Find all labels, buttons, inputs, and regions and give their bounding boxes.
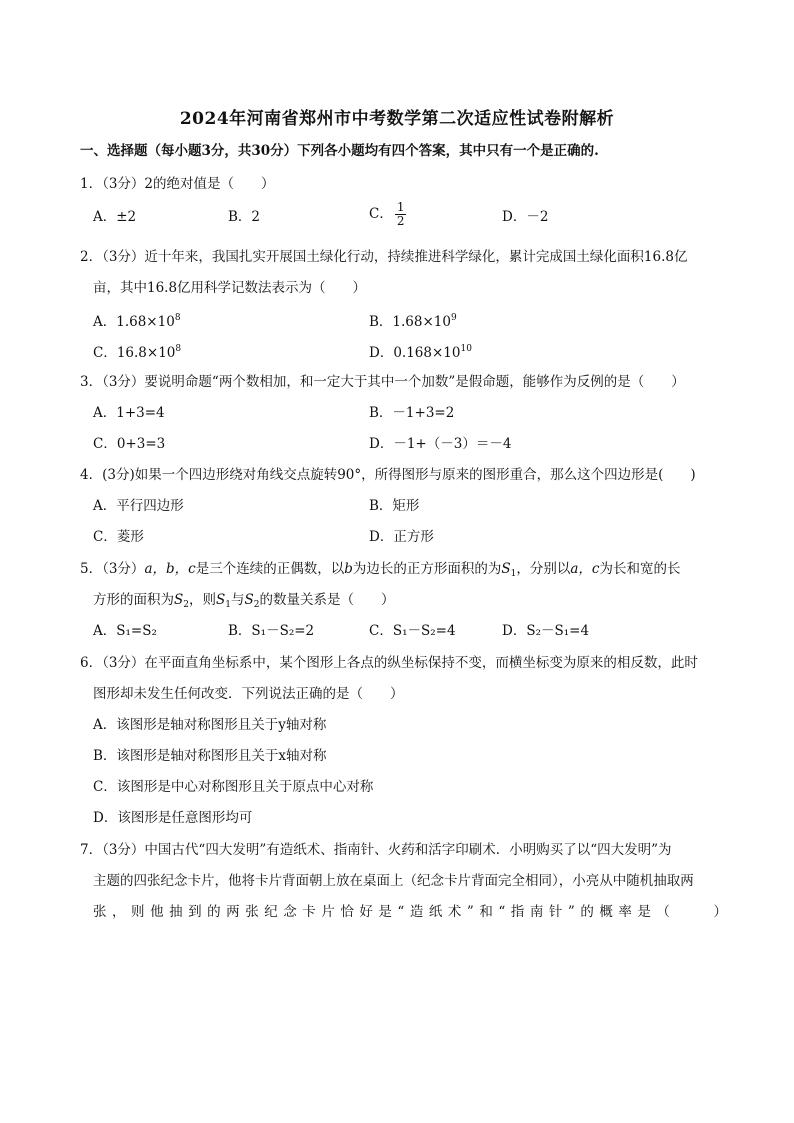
question-2-option-d — [369, 344, 472, 362]
option-exponent: 8 — [174, 313, 181, 323]
option-exponent: 10 — [460, 344, 472, 354]
question-2-option-a — [93, 313, 181, 331]
question-3-option-c: C．0+3=3 — [93, 436, 166, 452]
question-7-stem-line-2: 主题的四张纪念卡片，他将卡片背面朝上放在桌面上（纪念卡片背面完全相同），小亮从中随机抽取两 — [93, 873, 694, 889]
question-7-stem-line-1: 7．（3分）中国古代“四大发明”有造纸术、指南针、火药和活字印刷术．小明购买了以“四大发明”为 — [80, 842, 672, 858]
question-5-option-a: A．S₁=S₂ — [93, 623, 157, 639]
question-4-stem: 4．(3分)如果一个四边形绕对角线交点旋转90°，所得图形与原来的图形重合，那么这个四边形是( ) — [80, 467, 696, 483]
stem-subscript: 2 — [183, 600, 189, 610]
stem-variable: b — [344, 561, 353, 577]
stem-subscript: 2 — [253, 600, 260, 610]
question-2-stem-line-2: 亩，其中16.8亿用科学记数法表示为（ ） — [93, 280, 367, 296]
option-base: D．0.168×10 — [369, 345, 461, 361]
fraction — [395, 201, 407, 228]
stem-subscript: 1 — [510, 569, 517, 579]
stem-text: 为边长的正方形面积的为 — [352, 561, 502, 577]
stem-text: 是三个连续的正偶数，以 — [195, 561, 345, 577]
question-6-stem-line-1: 6．（3分）在平面直角坐标系中，某个图形上各点的纵坐标保持不变，而横坐标变为原来的相反数，此时 — [80, 655, 698, 671]
question-5-stem-line-1 — [80, 560, 680, 578]
question-1-option-a: A．±2 — [93, 209, 137, 225]
question-6-option-c: C．该图形是中心对称图形且关于原点中心对称 — [93, 779, 374, 795]
question-1-option-c-prefix: C． — [369, 206, 393, 222]
option-base: B．1.68×10 — [369, 314, 451, 330]
question-5-option-b: B．S₁－S₂=2 — [228, 623, 315, 639]
question-7-stem-line-3 — [93, 903, 727, 921]
question-3-option-b: B．－1+3=2 — [369, 405, 455, 421]
stem-text: ，则 — [188, 592, 216, 608]
question-3-stem: 3．（3分）要说明命题“两个数相加，和一定大于其中一个加数”是假命题，能够作为反例的是（ ） — [80, 374, 685, 390]
question-5-option-d: D．S₂－S₁=4 — [502, 623, 590, 639]
question-3-option-d: D．－1+（－3）＝－4 — [369, 436, 512, 452]
question-3-option-a: A．1+3=4 — [93, 405, 165, 421]
fraction-denominator: 2 — [396, 214, 405, 228]
section-heading: 一、选择题（每小题3分，共30分）下列各小题均有四个答案，其中只有一个是正确的. — [80, 143, 599, 159]
stem-text: 为长和宽的长 — [599, 561, 681, 577]
question-4-option-a: A．平行四边形 — [93, 498, 184, 514]
option-base: C．16.8×10 — [93, 345, 176, 361]
question-1-option-c — [369, 201, 406, 228]
option-base: A．1.68×10 — [93, 314, 175, 330]
question-6-option-b: B．该图形是轴对称图形且关于x轴对称 — [93, 748, 327, 764]
question-2-stem-line-1: 2．（3分）近十年来，我国扎实开展国土绿化行动，持续推进科学绿化，累计完成国土绿化面积16.8亿 — [80, 249, 688, 265]
question-6-option-a: A．该图形是轴对称图形且关于y轴对称 — [93, 717, 327, 733]
stem-text: 与 — [230, 592, 245, 608]
stem-text: ，分别以 — [516, 561, 571, 577]
stem-text: 方形的面积为 — [93, 592, 174, 608]
stem-variable: a，b，c — [144, 561, 196, 577]
question-4-option-c: C．菱形 — [93, 529, 144, 545]
question-2-option-b — [369, 313, 457, 331]
stem-variable: S — [501, 561, 511, 577]
stem-variable: a，c — [570, 561, 600, 577]
stem-variable: S — [244, 592, 254, 608]
page-title: 2024年河南省郑州市中考数学第二次适应性试卷附解析 — [179, 109, 615, 129]
question-5-option-c: C．S₁－S₂=4 — [369, 623, 456, 639]
option-exponent: 8 — [175, 344, 182, 354]
question-6-stem-line-2: 图形却未发生任何改变．下列说法正确的是（ ） — [93, 686, 404, 702]
question-4-option-d: D．正方形 — [369, 529, 434, 545]
stem-text: 的数量关系是（ ） — [259, 592, 395, 608]
option-exponent: 9 — [450, 313, 457, 323]
stem-variable: S — [174, 592, 184, 608]
stem-variable: S — [215, 592, 226, 608]
question-1-option-b: B．2 — [228, 209, 261, 225]
question-6-option-d: D．该图形是任意图形均可 — [93, 810, 253, 826]
question-1-stem: 1．（3分）2的绝对值是（ ） — [80, 176, 275, 192]
question-1-option-d: D．－2 — [502, 209, 549, 225]
stem-subscript: 1 — [225, 600, 231, 610]
question-7-stem-line-3-text: 张，则他抽到的两张纪念卡片恰好是“造纸术”和“指南针”的概率是（ ） — [93, 904, 727, 920]
question-4-option-b: B．矩形 — [369, 498, 420, 514]
question-5-stem-line-2 — [93, 591, 394, 609]
stem-text: 5．（3分） — [80, 561, 145, 577]
question-2-option-c — [93, 344, 181, 362]
fraction-numerator: 1 — [396, 200, 405, 214]
